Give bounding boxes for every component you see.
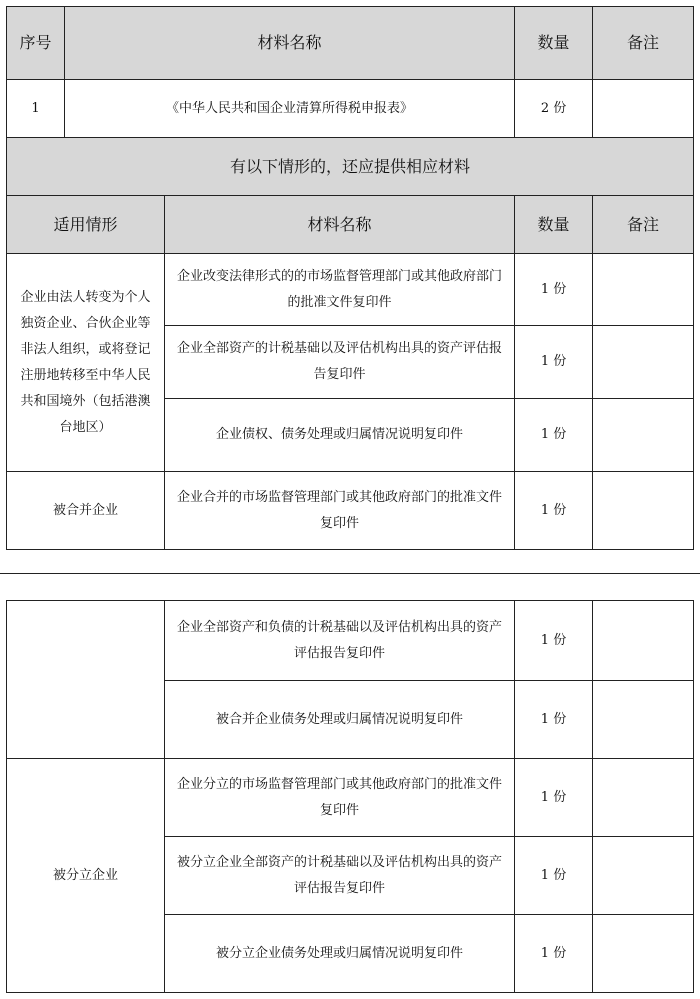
item-name: 企业全部资产和负债的计税基础以及评估机构出具的资产评估报告复印件 [165,601,515,681]
header-name: 材料名称 [65,7,515,80]
item-note [593,759,694,837]
table-row [7,80,694,138]
item-note [593,399,694,472]
item-name: 被分立企业全部资产的计税基础以及评估机构出具的资产评估报告复印件 [165,837,515,915]
case-cell-split: 被分立企业 [7,759,165,993]
item-qty: 1 份 [515,472,593,550]
section-title: 有以下情形的，还应提供相应材料 [7,138,694,196]
item-note [593,254,694,326]
materials-table-page2 [6,600,694,993]
item-name: 被合并企业债务处理或归属情况说明复印件 [165,681,515,759]
case-cell-merged-cont [7,601,165,759]
case-cell-merged: 被合并企业 [7,472,165,550]
row-qty: 2 份 [515,80,593,138]
item-note [593,837,694,915]
item-qty: 1 份 [515,601,593,681]
header2-note: 备注 [593,196,694,254]
item-name: 企业分立的市场监督管理部门或其他政府部门的批准文件复印件 [165,759,515,837]
table-row [7,254,694,326]
header-row-2 [7,196,694,254]
item-note [593,915,694,993]
item-note [593,601,694,681]
row-seq: 1 [7,80,65,138]
item-note [593,681,694,759]
header-seq: 序号 [7,7,65,80]
table-row [7,472,694,550]
case-cell-legal-form: 企业由法人转变为个人独资企业、合伙企业等非法人组织，或将登记注册地转移至中华人民共和国境外（包括港澳台地区） [7,254,165,472]
item-qty: 1 份 [515,254,593,326]
item-name: 企业合并的市场监督管理部门或其他政府部门的批准文件复印件 [165,472,515,550]
item-note [593,326,694,399]
item-note [593,472,694,550]
item-qty: 1 份 [515,915,593,993]
item-name: 被分立企业债务处理或归属情况说明复印件 [165,915,515,993]
header2-qty: 数量 [515,196,593,254]
section-row [7,138,694,196]
item-name: 企业改变法律形式的的市场监督管理部门或其他政府部门的批准文件复印件 [165,254,515,326]
item-qty: 1 份 [515,326,593,399]
item-qty: 1 份 [515,759,593,837]
header2-case: 适用情形 [7,196,165,254]
table-row [7,759,694,837]
table-row [7,601,694,681]
row-name: 《中华人民共和国企业清算所得税申报表》 [65,80,515,138]
header-row [7,7,694,80]
item-name: 企业债权、债务处理或归属情况说明复印件 [165,399,515,472]
item-qty: 1 份 [515,399,593,472]
item-qty: 1 份 [515,681,593,759]
item-qty: 1 份 [515,837,593,915]
item-name: 企业全部资产的计税基础以及评估机构出具的资产评估报告复印件 [165,326,515,399]
page-divider [0,573,700,574]
materials-table-page1 [6,6,694,550]
row-note [593,80,694,138]
header-qty: 数量 [515,7,593,80]
header2-name: 材料名称 [165,196,515,254]
header-note: 备注 [593,7,694,80]
